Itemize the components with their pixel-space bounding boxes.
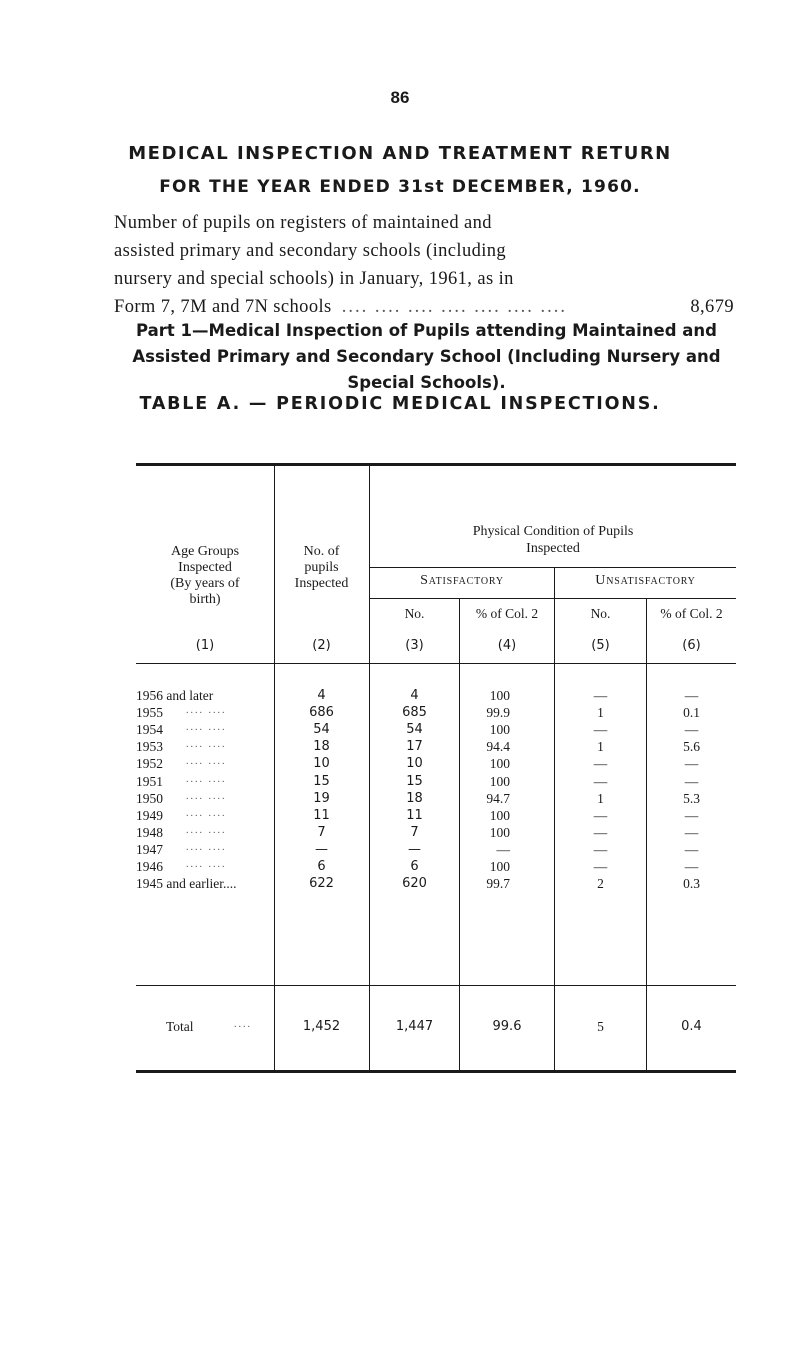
part-1-heading — [114, 318, 739, 396]
report-title: MEDICAL INSPECTION AND TREATMENT RETURN — [128, 143, 672, 164]
table-title: TABLE A. — PERIODIC MEDICAL INSPECTIONS. — [139, 394, 661, 414]
header-line: Inspected — [294, 576, 349, 591]
dot-leaders: .... — [234, 1019, 252, 1030]
header-line: Inspected — [178, 560, 232, 575]
table-row — [136, 774, 736, 791]
pupils-inspected-header — [274, 544, 369, 592]
sat-no-cell: 18 — [406, 790, 423, 806]
inspected-cell: 622 — [309, 876, 334, 892]
table-row — [136, 825, 736, 842]
unsat-pct-cell: 0.3 — [683, 876, 700, 892]
pupils-on-register-value: 8,679 — [690, 297, 734, 317]
unsat-no-cell: — — [593, 688, 608, 703]
total-label: Total — [166, 1019, 194, 1034]
unsat-no-cell: 1 — [597, 739, 604, 755]
intro-paragraph — [114, 209, 734, 321]
header-line: No. of — [303, 544, 340, 559]
dot-leaders: .... .... — [186, 773, 227, 785]
intro-line — [114, 293, 734, 321]
intro-line: Number of pupils on registers of maintained and — [114, 213, 492, 233]
sat-pct-cell: 100 — [489, 807, 510, 823]
table-row — [136, 808, 736, 825]
sat-no-cell: 6 — [410, 859, 419, 874]
sat-no-cell: 15 — [406, 773, 423, 789]
unsat-pct-cell: 0.1 — [683, 705, 700, 721]
sat-pct-cell: 99.7 — [486, 876, 510, 892]
table-row — [136, 688, 736, 705]
unsat-pct-cell: 5.3 — [683, 790, 700, 806]
intro-line: assisted primary and secondary schools (including — [114, 241, 507, 261]
intro-line: nursery and special schools) in January, 1961, as in — [114, 269, 514, 289]
sat-no-cell: 4 — [410, 688, 419, 703]
subheader-rule — [370, 598, 736, 599]
unsat-no-cell: — — [593, 756, 608, 772]
dot-leaders: .... .... — [186, 824, 227, 836]
unsat-no-cell: 1 — [597, 790, 604, 806]
table-row — [136, 876, 736, 893]
sat-no-cell: 685 — [402, 705, 427, 721]
unsat-no-cell: — — [593, 773, 608, 789]
unsat-pct-cell: 5.6 — [683, 739, 700, 755]
table-top-rule — [136, 463, 736, 466]
table-row — [136, 756, 736, 773]
age-group-cell: 1955 — [136, 705, 163, 721]
dot-leaders: .... .... — [186, 705, 227, 717]
table-row — [136, 722, 736, 739]
inspected-cell: 6 — [317, 859, 326, 874]
unsat-no-header: No. — [590, 606, 611, 621]
sat-pct-cell: 100 — [489, 859, 510, 874]
sat-pct-cell: 94.4 — [486, 739, 510, 755]
unsat-no-cell: — — [593, 859, 608, 874]
sat-pct-cell: 100 — [489, 722, 510, 738]
header-line: pupils — [304, 560, 339, 575]
inspected-cell: 7 — [317, 824, 326, 840]
unsat-pct-cell: — — [684, 807, 699, 823]
unsat-no-cell: — — [593, 807, 608, 823]
page-number: 86 — [390, 88, 410, 107]
intro-line-text: Form 7, 7M and 7N schools — [114, 297, 332, 317]
age-group-cell: 1945 and earlier.... — [136, 876, 237, 892]
total-unsat-no: 5 — [597, 1019, 604, 1034]
age-group-cell: 1947 — [136, 841, 163, 857]
sat-pct-cell: 100 — [489, 824, 510, 840]
unsat-no-cell: — — [593, 824, 608, 840]
column-number: (6) — [682, 638, 701, 653]
dot-leaders: .... .... — [186, 841, 227, 853]
sat-no-cell: 7 — [410, 824, 419, 840]
inspected-cell: 686 — [309, 705, 334, 721]
unsat-pct-cell: — — [684, 859, 699, 874]
header-line: birth) — [189, 592, 221, 607]
inspected-cell: 10 — [313, 756, 330, 772]
inspected-cell: 15 — [313, 773, 330, 789]
satisfactory-header: Satisfactory — [420, 573, 504, 588]
group-header-rule — [370, 567, 736, 568]
header-line: Age Groups — [170, 544, 240, 559]
part-1-line: Part 1—Medical Inspection of Pupils attending Maintained and — [135, 321, 717, 340]
dot-leaders: .... .... .... .... .... .... .... — [341, 297, 567, 317]
total-unsat-pct: 0.4 — [681, 1019, 702, 1034]
total-sat-no: 1,447 — [395, 1019, 434, 1034]
inspected-cell: 4 — [317, 688, 326, 703]
age-groups-header — [136, 544, 274, 608]
unsat-pct-cell: — — [684, 773, 699, 789]
unsatisfactory-header: Unsatisfactory — [595, 573, 696, 588]
periodic-inspections-table — [136, 463, 736, 1073]
unsat-no-cell: — — [593, 841, 608, 857]
total-inspected: 1,452 — [302, 1019, 341, 1034]
age-group-cell: 1952 — [136, 756, 163, 772]
column-number: (3) — [405, 638, 424, 653]
total-row — [136, 1019, 736, 1036]
unsat-no-cell: 1 — [597, 705, 604, 721]
table-row — [136, 739, 736, 756]
table-row — [136, 705, 736, 722]
dot-leaders: .... .... — [186, 722, 227, 734]
unsat-pct-header: % of Col. 2 — [660, 606, 723, 621]
column-number: (4) — [497, 638, 517, 653]
sat-no-cell: 17 — [406, 739, 423, 755]
sat-pct-cell: 100 — [489, 756, 510, 772]
age-group-cell: 1950 — [136, 790, 163, 806]
dot-leaders: .... .... — [186, 859, 227, 870]
inspected-cell: 18 — [313, 739, 330, 755]
unsat-no-cell: — — [593, 722, 608, 738]
sat-no-cell: — — [408, 841, 421, 857]
physical-condition-header — [370, 523, 736, 557]
age-group-cell: 1951 — [136, 773, 163, 789]
sat-no-header: No. — [404, 606, 425, 621]
age-group-cell: 1948 — [136, 824, 163, 840]
sat-pct-cell: 100 — [489, 773, 510, 789]
sat-pct-cell: — — [496, 841, 510, 857]
report-subtitle: FOR THE YEAR ENDED 31st DECEMBER, 1960. — [159, 177, 641, 197]
sat-no-cell: 54 — [406, 722, 423, 738]
unsat-pct-cell: — — [684, 688, 699, 703]
column-number: (2) — [312, 638, 331, 653]
part-1-line: Assisted Primary and Secondary School (Including Nursery and — [132, 347, 721, 366]
dot-leaders: .... .... — [186, 807, 227, 819]
dot-leaders: .... .... — [186, 756, 227, 768]
sat-pct-cell: 99.9 — [486, 705, 510, 721]
sat-pct-cell: 94.7 — [486, 790, 510, 806]
dot-leaders: .... .... — [186, 739, 227, 751]
unsat-pct-cell: — — [684, 722, 699, 738]
inspected-cell: 19 — [313, 790, 330, 806]
table-row — [136, 842, 736, 859]
age-group-cell: 1949 — [136, 807, 163, 823]
sat-no-cell: 620 — [402, 876, 427, 892]
inspected-cell: 54 — [313, 722, 330, 738]
unsat-pct-cell: — — [684, 756, 699, 772]
total-sat-pct: 99.6 — [492, 1019, 522, 1034]
sat-no-cell: 10 — [406, 756, 423, 772]
inspected-cell: 11 — [313, 807, 330, 823]
unsat-pct-cell: — — [684, 841, 699, 857]
sat-no-cell: 11 — [406, 807, 423, 823]
column-number: (1) — [195, 638, 215, 653]
sat-pct-header: % of Col. 2 — [475, 606, 539, 621]
age-group-cell: 1954 — [136, 722, 163, 738]
age-group-cell: 1946 — [136, 859, 163, 874]
column-number: (5) — [591, 638, 610, 653]
inspected-cell: — — [315, 841, 328, 857]
table-row — [136, 791, 736, 808]
header-line: Physical Condition of Pupils — [472, 524, 634, 539]
dot-leaders: .... .... — [186, 790, 227, 802]
header-line: (By years of — [170, 576, 240, 591]
table-row — [136, 859, 736, 876]
age-group-cell: 1956 and later — [136, 688, 214, 703]
age-group-cell: 1953 — [136, 739, 163, 755]
unsat-pct-cell: — — [684, 824, 699, 840]
unsat-no-cell: 2 — [597, 876, 604, 892]
part-1-line: Special Schools). — [347, 373, 506, 392]
sat-pct-cell: 100 — [489, 688, 510, 703]
header-line: Inspected — [526, 541, 580, 556]
